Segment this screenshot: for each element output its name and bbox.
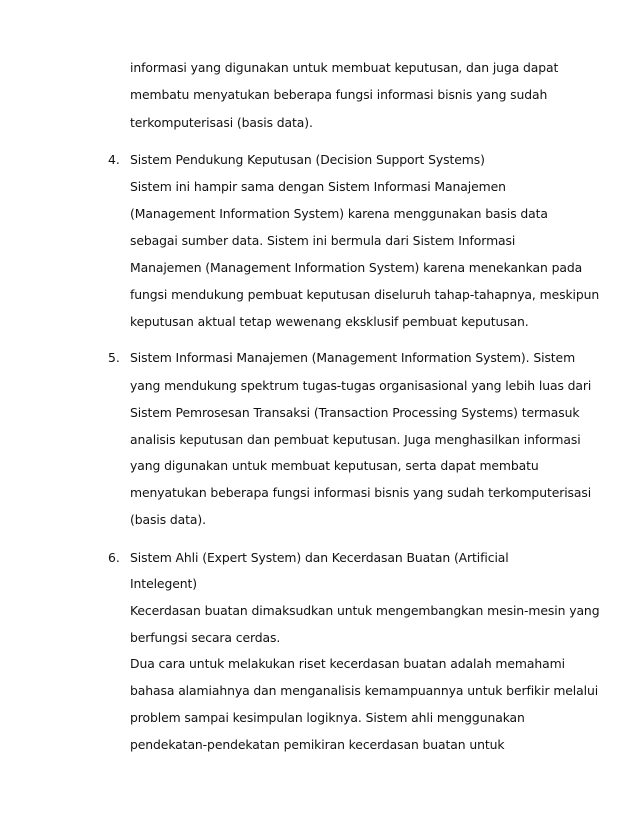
item-5-line-4: analisis keputusan dan pembuat keputusan. Juga menghasilkan informasi — [130, 432, 581, 447]
item-4-line-5: Manajemen (Management Information System) karena menekankan pada — [130, 260, 583, 275]
item-6-line-5: Dua cara untuk melakukan riset kecerdasan buatan adalah memahami — [130, 656, 565, 671]
item-4-line-3: (Management Information System) karena menggunakan basis data — [130, 206, 548, 221]
intro-line-3: terkomputerisasi (basis data). — [130, 115, 313, 130]
item-5-number: 5. — [108, 350, 120, 365]
intro-line-1: informasi yang digunakan untuk membuat keputusan, dan juga dapat — [130, 60, 559, 75]
item-6-line-4: berfungsi secara cerdas. — [130, 630, 281, 645]
intro-line-2: membatu menyatukan beberapa fungsi informasi bisnis yang sudah — [130, 87, 548, 102]
item-6-number: 6. — [108, 550, 120, 565]
item-4-line-6: fungsi mendukung pembuat keputusan diseluruh tahap-tahapnya, meskipun — [130, 287, 600, 302]
item-5-line-1: Sistem Informasi Manajemen (Management Information System). Sistem — [130, 350, 576, 365]
item-6-line-7: problem sampai kesimpulan logiknya. Sistem ahli menggunakan — [130, 710, 525, 725]
item-6-line-1: Sistem Ahli (Expert System) dan Kecerdasan Buatan (Artificial — [130, 550, 509, 565]
item-6-line-2: Intelegent) — [130, 576, 197, 591]
item-5-line-3: Sistem Pemrosesan Transaksi (Transaction Processing Systems) termasuk — [130, 405, 580, 420]
item-5-line-5: yang digunakan untuk membuat keputusan, serta dapat membatu — [130, 458, 539, 473]
item-5-line-7: (basis data). — [130, 512, 206, 527]
item-4-number: 4. — [108, 152, 120, 167]
item-5-line-6: menyatukan beberapa fungsi informasi bisnis yang sudah terkomputerisasi — [130, 485, 592, 500]
item-6-line-6: bahasa alamiahnya dan menganalisis kemampuannya untuk berfikir melalui — [130, 683, 599, 698]
item-6-line-8: pendekatan-pendekatan pemikiran kecerdasan buatan untuk — [130, 737, 505, 752]
item-4-line-4: sebagai sumber data. Sistem ini bermula dari Sistem Informasi — [130, 233, 516, 248]
item-4-line-1: Sistem Pendukung Keputusan (Decision Support Systems) — [130, 152, 485, 167]
item-5-line-2: yang mendukung spektrum tugas-tugas organisasional yang lebih luas dari — [130, 378, 592, 393]
item-4-line-2: Sistem ini hampir sama dengan Sistem Informasi Manajemen — [130, 179, 506, 194]
item-4-line-7: keputusan aktual tetap wewenang eksklusif pembuat keputusan. — [130, 314, 529, 329]
item-6-line-3: Kecerdasan buatan dimaksudkan untuk mengembangkan mesin-mesin yang — [130, 603, 600, 618]
